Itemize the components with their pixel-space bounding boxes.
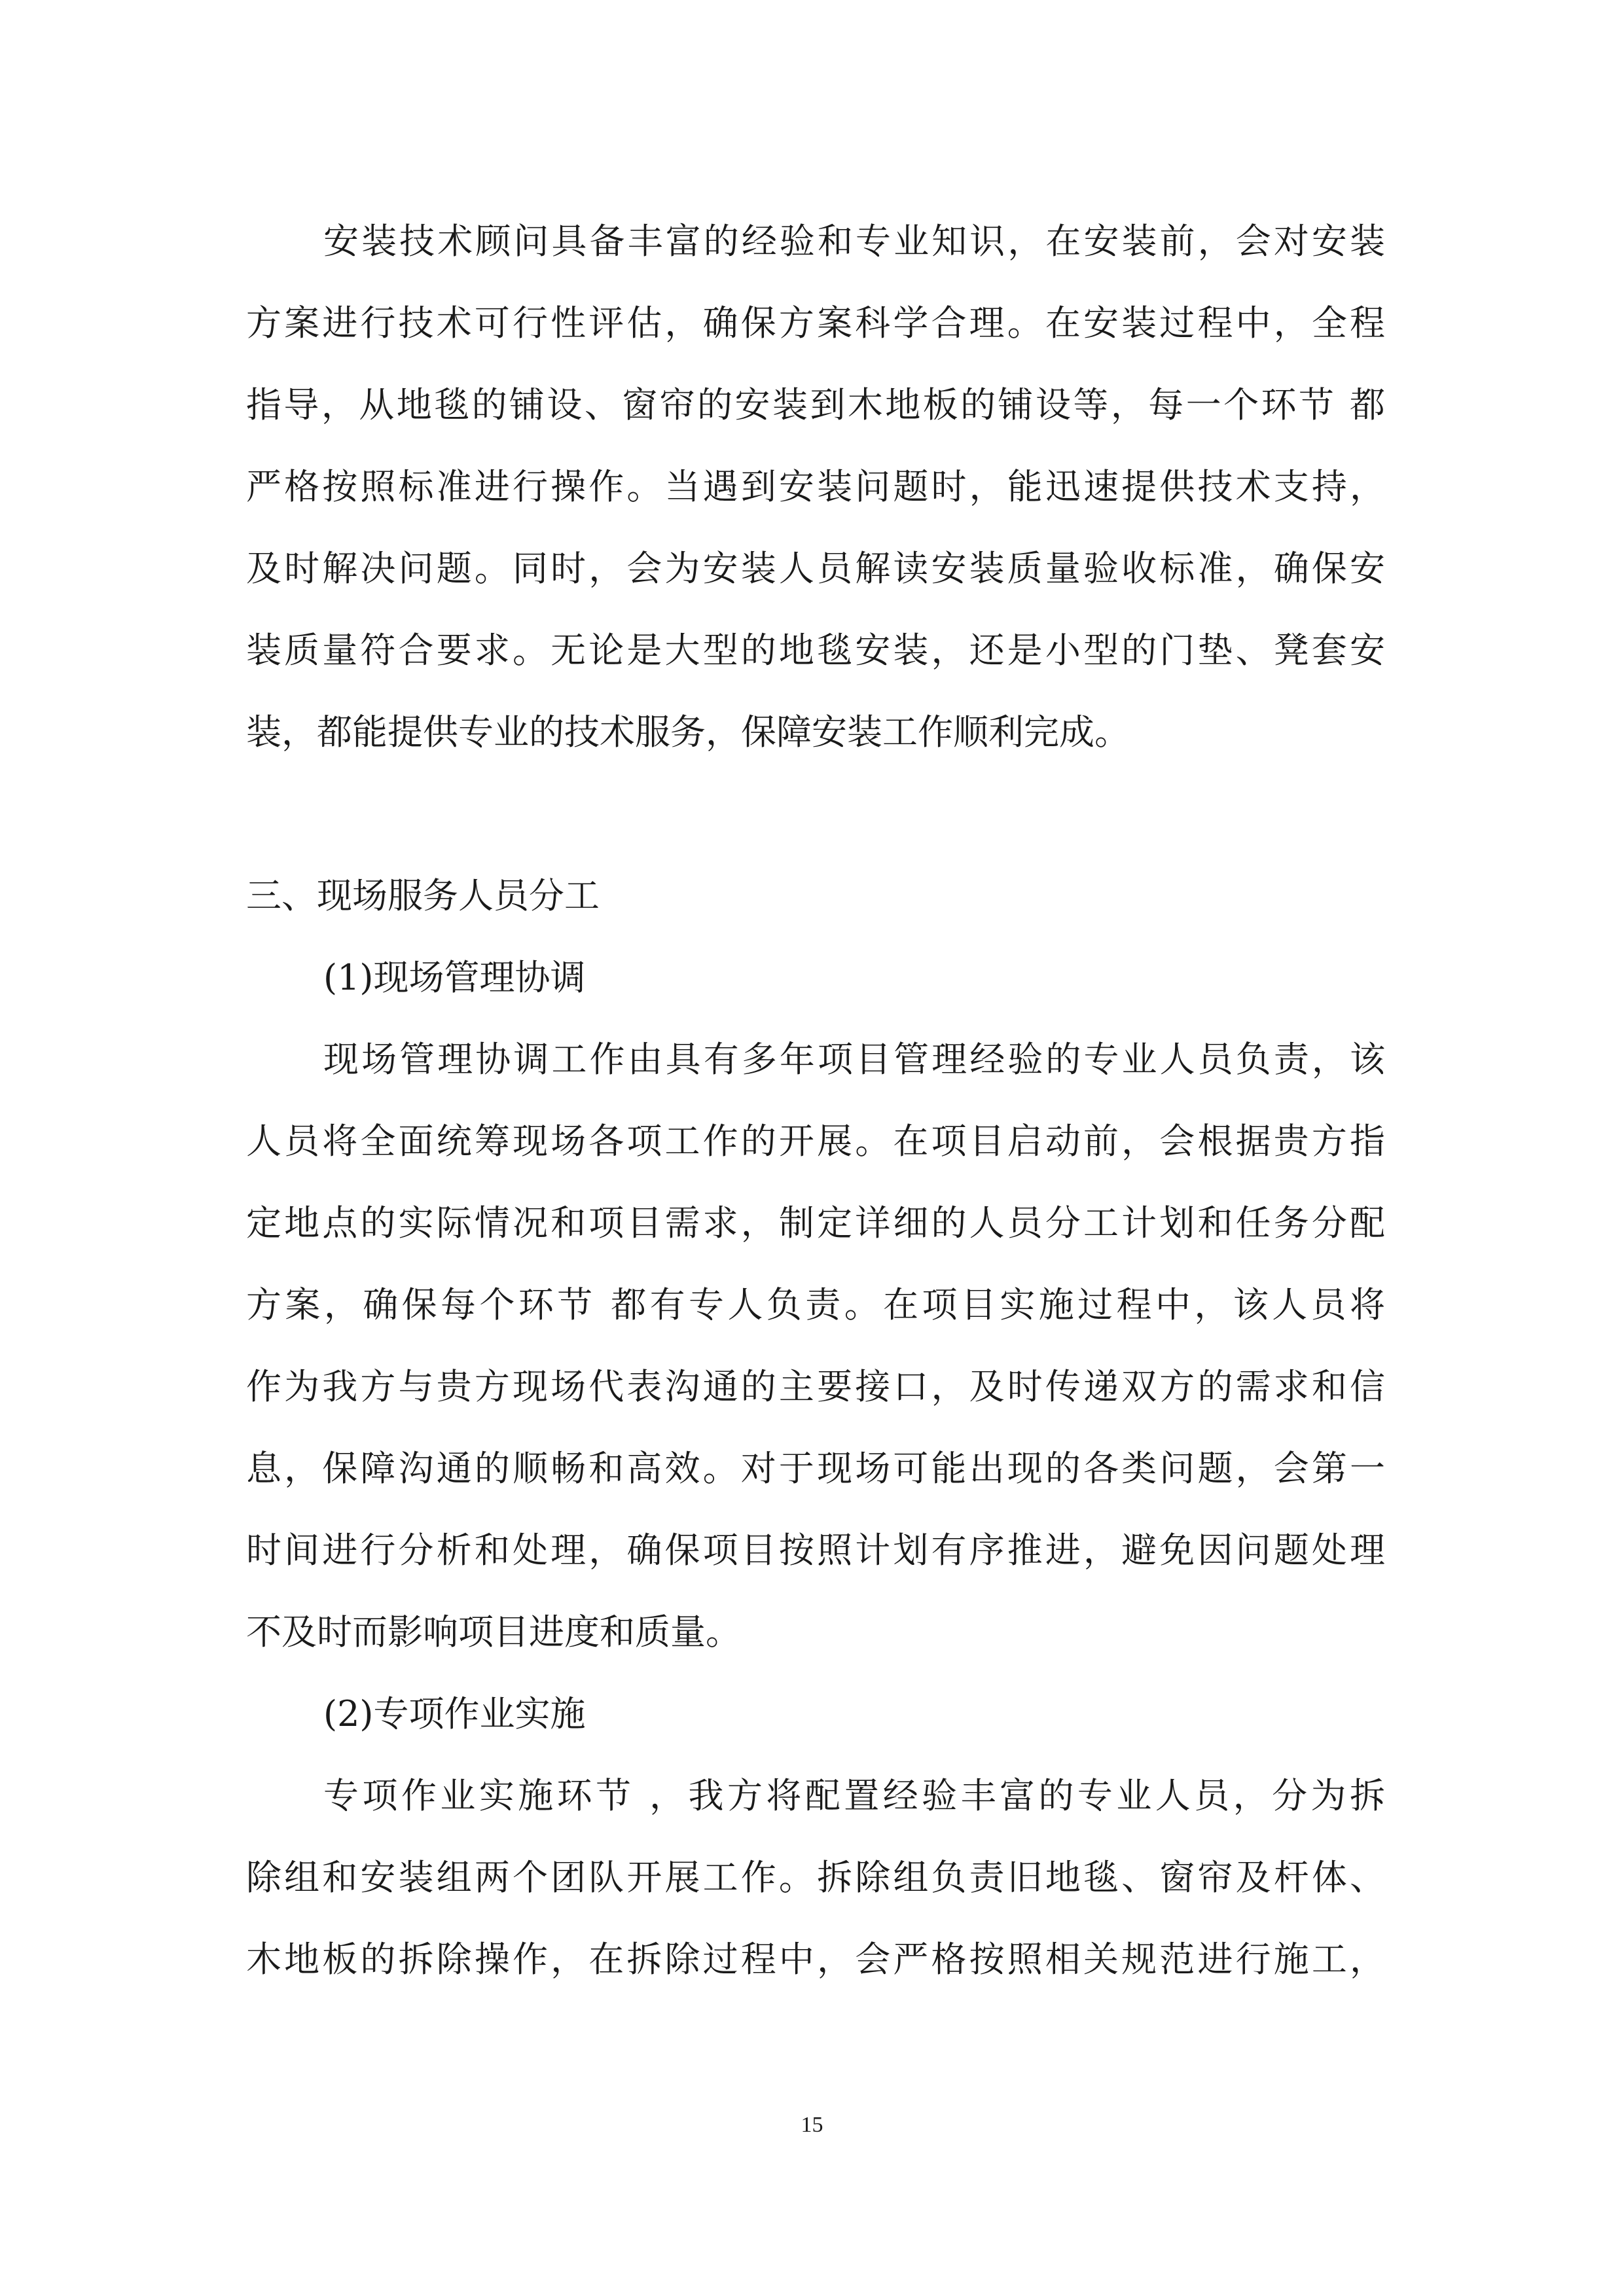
paragraph-line: 人员将全面统筹现场各项工作的开展。在项目启动前，会根据贵方指 xyxy=(246,1121,1385,1162)
page-number: 15 xyxy=(801,2113,823,2137)
paragraph-line: 安装技术顾问具备丰富的经验和专业知识，在安装前，会对安装 xyxy=(323,221,1385,262)
paragraph-line: 除组和安装组两个团队开展工作。拆除组负责旧地毯、窗帘及杆体、 xyxy=(246,1857,1385,1898)
paragraph-line: 木地板的拆除操作，在拆除过程中，会严格按照相关规范进行施工， xyxy=(246,1939,1385,1980)
paragraph-line: 方案，确保每个环节 都有专人负责。在项目实施过程中，该人员将 xyxy=(246,1284,1385,1325)
paragraph-line: 不及时而影响项目进度和质量。 xyxy=(246,1611,741,1653)
paragraph-line: 息，保障沟通的顺畅和高效。对于现场可能出现的各类问题，会第一 xyxy=(246,1448,1385,1489)
subsection-heading: (1)现场管理协调 xyxy=(323,957,586,998)
paragraph-line: 及时解决问题。同时，会为安装人员解读安装质量验收标准，确保安 xyxy=(246,548,1385,589)
paragraph-line: 时间进行分析和处理，确保项目按照计划有序推进，避免因问题处理 xyxy=(246,1530,1385,1571)
paragraph-line: 方案进行技术可行性评估，确保方案科学合理。在安装过程中，全程 xyxy=(246,302,1385,344)
paragraph-line: 定地点的实际情况和项目需求，制定详细的人员分工计划和任务分配 xyxy=(246,1202,1385,1244)
paragraph-line: 作为我方与贵方现场代表沟通的主要接口，及时传递双方的需求和信 xyxy=(246,1366,1385,1407)
paragraph-line: 严格按照标准进行操作。当遇到安装问题时，能迅速提供技术支持， xyxy=(246,466,1385,507)
section-heading: 三、现场服务人员分工 xyxy=(246,875,600,916)
paragraph-line: 现场管理协调工作由具有多年项目管理经验的专业人员负责，该 xyxy=(323,1039,1385,1080)
paragraph-line: 指导，从地毯的铺设、窗帘的安装到木地板的铺设等，每一个环节 都 xyxy=(246,384,1385,425)
paragraph-line: 装，都能提供专业的技术服务，保障安装工作顺利完成。 xyxy=(246,711,1130,753)
subsection-heading: (2)专项作业实施 xyxy=(323,1693,586,1734)
paragraph-line: 专项作业实施环节 ，我方将配置经验丰富的专业人员，分为拆 xyxy=(323,1775,1385,1816)
paragraph-line: 装质量符合要求。无论是大型的地毯安装，还是小型的门垫、凳套安 xyxy=(246,630,1385,671)
